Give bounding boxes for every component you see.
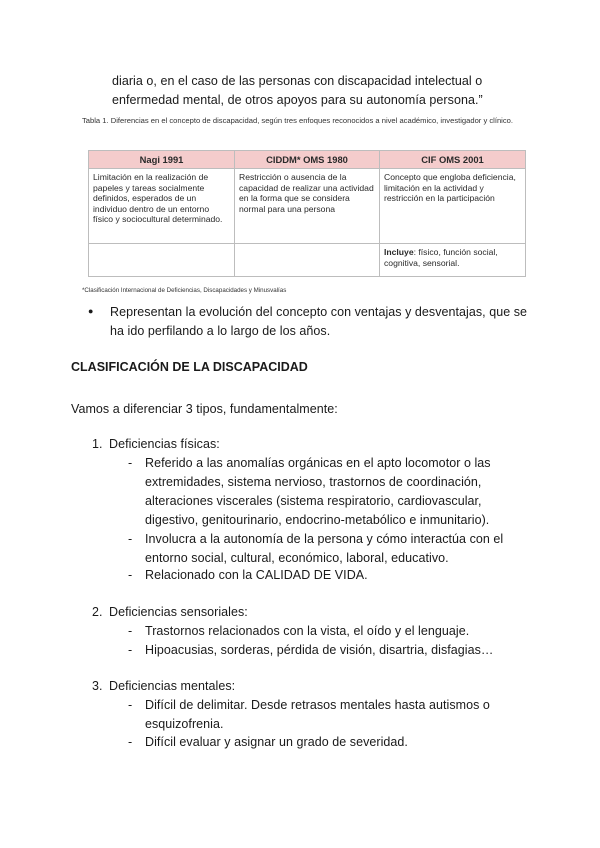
header-cif: CIF OMS 2001: [380, 151, 526, 169]
header-nagi: Nagi 1991: [89, 151, 235, 169]
intro-paragraph: Vamos a diferenciar 3 tipos, fundamentalmente:: [71, 402, 338, 416]
bullet-icon: ●: [88, 306, 94, 316]
list-item: Relacionado con la CALIDAD DE VIDA.: [145, 568, 368, 582]
header-ciddm: CIDDM* OMS 1980: [235, 151, 380, 169]
list-item: Referido a las anomalías orgánicas en el apto locomotor o las extremidades, sistema nervioso, trastornos de coordinación, alteraciones viscerales (sistema respiratorio, cardiovascular, digestivo, genitourinario, endocrino-metabólico e inmunitario).: [145, 456, 491, 527]
quote-paragraph: diaria o, en el caso de las personas con discapacidad intelectual o enfermedad mental, de otros apoyos para su autonomía persona.”: [112, 74, 483, 107]
list-item: Involucra a la autonomía de la persona y cómo interactúa con el entorno social, cultural, económico, laboral, educativo.: [145, 532, 504, 565]
list-title: Deficiencias mentales:: [109, 679, 236, 693]
list-item: Hipoacusias, sorderas, pérdida de visión, disartria, disfagias…: [145, 643, 494, 657]
cell-nagi-definition: Limitación en la realización de papeles y tareas socialmente definidos, esperados de un individuo dentro de un entorno físico y sociocultural determinado.: [89, 169, 235, 244]
dash-marker: -: [128, 568, 133, 582]
table-caption: Tabla 1. Diferencias en el concepto de discapacidad, según tres enfoques reconocidos a nivel académico, investigador y clínico.: [82, 116, 513, 125]
table-header-row: [89, 151, 526, 169]
table-footnote: *Clasificación Internacional de Deficiencias, Discapacidades y Minusvalías: [82, 287, 287, 294]
list-item: Difícil de delimitar. Desde retrasos mentales hasta autismos o esquizofrenia.: [145, 698, 490, 731]
list-item: Difícil evaluar y asignar un grado de severidad.: [145, 735, 408, 749]
list-number: 2.: [92, 605, 103, 619]
dash-marker: -: [128, 643, 133, 657]
dash-marker: -: [128, 456, 133, 470]
list-item: Trastornos relacionados con la vista, el oído y el lenguaje.: [145, 624, 470, 638]
bullet-text: Representan la evolución del concepto con ventajas y desventajas, que se ha ido perfilando a lo largo de los años.: [110, 305, 528, 338]
list-number: 3.: [92, 679, 103, 693]
includes-label: Incluye: [384, 247, 414, 258]
cell-cif-definition: Concepto que engloba deficiencia, limitación en la actividad y restricción en la participación: [380, 169, 526, 244]
list-title: Deficiencias sensoriales:: [109, 605, 248, 619]
cell-ciddm-definition: Restricción o ausencia de la capacidad de realizar una actividad en la forma que se considera normal para una persona: [235, 169, 380, 244]
cell-empty: [89, 244, 235, 277]
section-heading: CLASIFICACIÓN DE LA DISCAPACIDAD: [71, 360, 308, 374]
definitions-table: [88, 150, 526, 277]
dash-marker: -: [128, 532, 133, 546]
cell-empty: [235, 244, 380, 277]
dash-marker: -: [128, 698, 133, 712]
dash-marker: -: [128, 735, 133, 749]
table-row: [89, 169, 526, 244]
cell-cif-includes: [380, 244, 526, 277]
includes-text: : físico, función social, cognitiva, sensorial.: [384, 247, 498, 268]
table-row: [89, 244, 526, 277]
list-number: 1.: [92, 437, 103, 451]
dash-marker: -: [128, 624, 133, 638]
list-title: Deficiencias físicas:: [109, 437, 220, 451]
